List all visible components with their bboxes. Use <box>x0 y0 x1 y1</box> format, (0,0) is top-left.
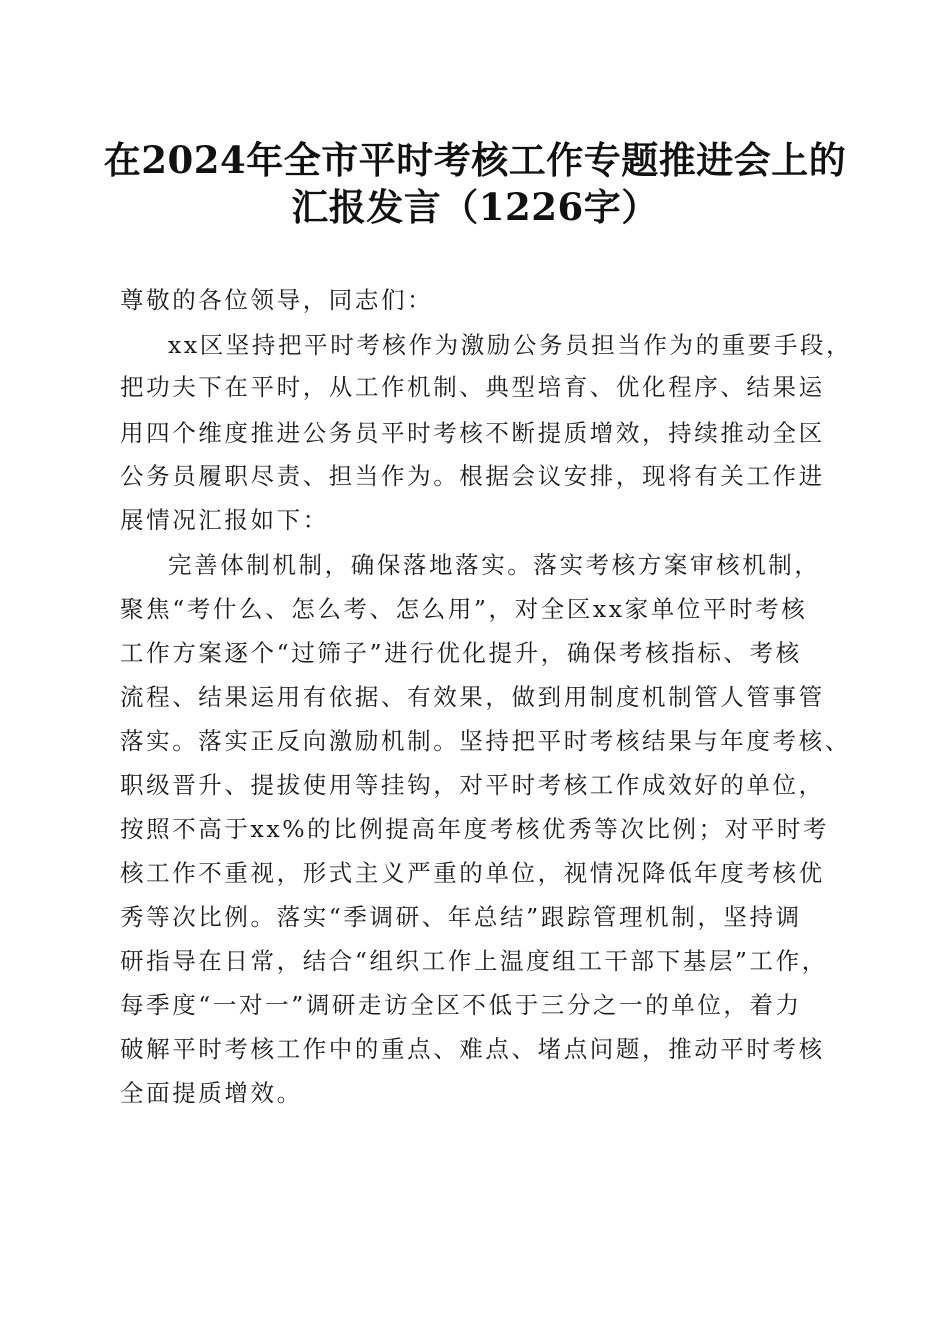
paragraph-2-line: 每季度“一对一”调研走访全区不低于三分之一的单位，着力 <box>120 991 802 1019</box>
paragraph-1-line: 展情况汇报如下： <box>120 506 329 534</box>
paragraph-2-line: 落实。落实正反向激励机制。坚持把平时考核结果与年度考核、 <box>120 727 851 755</box>
salutation: 尊敬的各位领导，同志们： <box>120 286 434 314</box>
paragraph-1-line: 公务员履职尽责、担当作为。根据会议安排，现将有关工作进 <box>120 462 825 490</box>
paragraph-2-line: 聚焦“考什么、怎么考、怎么用”，对全区xx家单位平时考核 <box>120 595 808 623</box>
paragraph-2-line: 全面提质增效。 <box>120 1079 303 1107</box>
document-title-line-1: 在2024年全市平时考核工作专题推进会上的 <box>103 138 847 182</box>
paragraph-2-line: 破解平时考核工作中的重点、难点、堵点问题，推动平时考核 <box>120 1035 825 1063</box>
paragraph-2-line: 工作方案逐个“过筛子”进行优化提升，确保考核指标、考核 <box>120 639 802 667</box>
paragraph-2-line: 核工作不重视，形式主义严重的单位，视情况降低年度考核优 <box>120 859 825 887</box>
paragraph-2-line: 流程、结果运用有依据、有效果，做到用制度机制管人管事管 <box>120 683 825 711</box>
paragraph-2-line: 完善体制机制，确保落地落实。落实考核方案审核机制， <box>168 551 821 579</box>
document-title-line-2: 汇报发言（1226字） <box>291 185 659 229</box>
paragraph-1-line: 把功夫下在平时，从工作机制、典型培育、优化程序、结果运 <box>120 373 825 401</box>
paragraph-1-line: 用四个维度推进公务员平时考核不断提质增效，持续推动全区 <box>120 419 825 447</box>
paragraph-2-line: 研指导在日常，结合“组织工作上温度组工干部下基层”工作， <box>120 947 828 975</box>
paragraph-2-line: 按照不高于xx%的比例提高年度考核优秀等次比例；对平时考 <box>120 815 830 843</box>
paragraph-1-line: xx区坚持把平时考核作为激励公务员担当作为的重要手段， <box>168 331 853 359</box>
paragraph-2-line: 秀等次比例。落实“季调研、年总结”跟踪管理机制，坚持调 <box>120 903 802 931</box>
paragraph-2-line: 职级晋升、提拔使用等挂钩，对平时考核工作成效好的单位， <box>120 771 825 799</box>
